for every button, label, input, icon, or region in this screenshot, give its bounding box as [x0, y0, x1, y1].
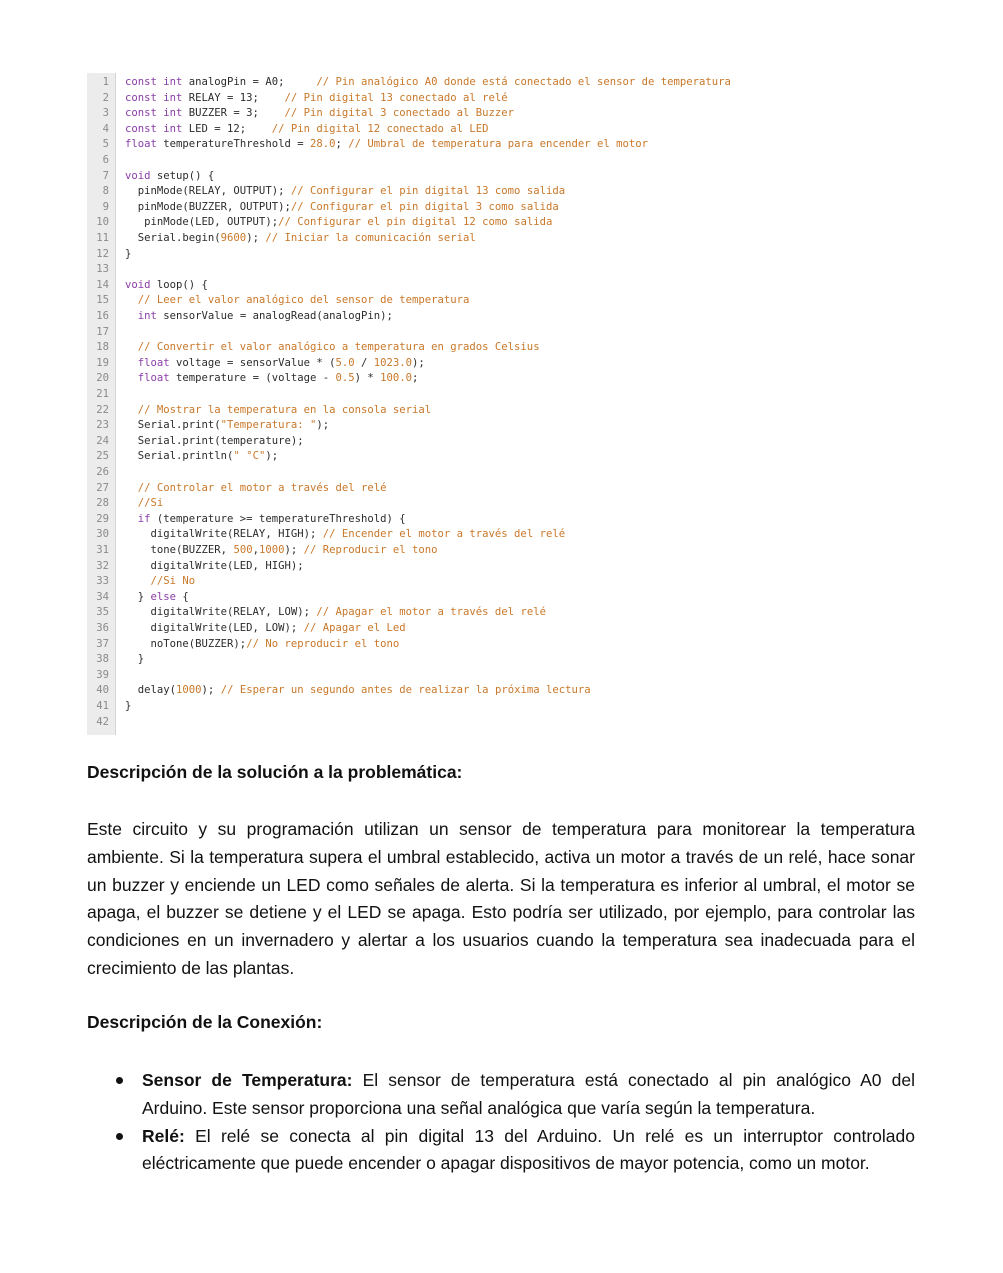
line-number: 40 [96, 684, 109, 697]
line-number: 1 [102, 76, 109, 88]
code-line [87, 169, 927, 185]
code-token: } [125, 700, 132, 712]
code-token: ); [265, 450, 279, 463]
code-token: // Reproducir el tono [303, 544, 438, 556]
line-number: 33 [96, 575, 109, 588]
code-line [87, 637, 927, 653]
line-number: 35 [96, 606, 109, 619]
code-text [125, 91, 508, 107]
code-token: delay( [125, 684, 177, 697]
code-token: "Temperatura: " [220, 419, 317, 432]
line-number: 34 [96, 590, 109, 603]
code-token: voltage = sensorValue * ( [176, 356, 336, 369]
line-number: 16 [96, 310, 109, 322]
line-number: 22 [96, 403, 109, 416]
code-text [125, 590, 189, 606]
code-token: 9600 [220, 232, 247, 244]
code-text [125, 137, 648, 153]
line-number: 20 [96, 372, 109, 385]
line-number: 7 [102, 169, 109, 182]
code-text [125, 231, 476, 247]
solution-paragraph: Este circuito y su programación utilizan un sensor de temperatura para monitorear la temperatura ambiente. Si la temperatura supera el umbral establecido, activa un motor a través de un relé, hace sonar un buzzer y enciende un LED como señales de alerta. Si la temperatura es inferior al umbral, el motor se apaga, el buzzer se detiene y el LED se apaga. Esto podría ser utilizado, por ejemplo, para controlar las condiciones en un invernadero y alertar a los usuarios cuando la temperatura sea inadecuada para el crecimiento de las plantas. [87, 819, 915, 978]
code-token: 1000 [176, 684, 202, 697]
line-number: 30 [96, 528, 109, 541]
line-number: 41 [96, 700, 109, 712]
code-text [125, 527, 565, 543]
code-text [125, 169, 214, 185]
line-number: 28 [96, 497, 109, 510]
line-number: 21 [96, 388, 109, 400]
code-line [87, 75, 927, 91]
code-token: (temperature >= temperatureThreshold) { [156, 512, 406, 525]
code-token: pinMode(RELAY, OUTPUT); [125, 185, 291, 198]
code-token: } [125, 590, 151, 603]
code-token: // Leer el valor analógico del sensor de temperatura [125, 294, 470, 307]
code-text [125, 621, 406, 637]
code-line [87, 590, 927, 606]
code-line [87, 325, 927, 341]
code-token: else [150, 590, 183, 603]
code-line [87, 605, 927, 621]
code-token: noTone(BUZZER); [125, 637, 247, 650]
code-token: temperatureThreshold = [163, 138, 310, 151]
code-text [125, 371, 418, 387]
code-token: if [125, 512, 157, 525]
line-number: 13 [96, 263, 109, 276]
code-token: int [125, 310, 164, 322]
code-line [87, 496, 927, 512]
code-text [125, 605, 546, 621]
code-token: 1000 [258, 544, 285, 556]
code-line [87, 481, 927, 497]
line-number: 14 [96, 278, 109, 291]
code-token: ); [412, 356, 425, 369]
line-number: 4 [102, 122, 109, 135]
code-text [125, 512, 406, 528]
code-line [87, 293, 927, 309]
code-line [87, 137, 927, 153]
code-token: ); [316, 419, 330, 432]
item-term: Relé: [142, 1125, 185, 1146]
code-token: //Si No [125, 575, 196, 588]
code-token: const int [125, 76, 189, 88]
code-token: // Apagar el motor a través del relé [316, 606, 546, 619]
code-token: LED = 12; [188, 122, 272, 135]
code-token: RELAY = 13; [188, 91, 285, 104]
code-token: ; [335, 138, 349, 151]
code-line [87, 418, 927, 434]
code-token: Serial.println( [125, 450, 234, 463]
code-token: setup() { [156, 169, 215, 182]
code-token: // Configurar el pin digital 12 como salida [278, 216, 553, 229]
code-text [125, 481, 387, 497]
code-text [125, 699, 131, 715]
code-token: // Pin digital 12 conectado al LED [271, 122, 489, 135]
line-number: 29 [96, 512, 109, 525]
code-token: // Mostrar la temperatura en la consola serial [125, 403, 432, 416]
code-line [87, 215, 927, 231]
code-token: const int [125, 122, 189, 135]
code-token: } [125, 247, 132, 260]
code-token: void [125, 278, 157, 291]
line-number: 18 [96, 341, 109, 354]
line-number: 39 [96, 668, 109, 681]
code-line [87, 574, 927, 590]
code-token: ; [412, 372, 419, 385]
line-number: 42 [96, 715, 109, 728]
code-token: // Configurar el pin digital 3 como salida [290, 200, 559, 213]
code-text [125, 278, 208, 294]
code-text [125, 340, 540, 356]
code-line [87, 106, 927, 122]
code-token: loop() { [156, 278, 208, 291]
code-text [125, 215, 552, 231]
code-token: { [182, 590, 189, 603]
line-number: 12 [96, 247, 109, 260]
code-token: //Si [125, 497, 164, 510]
solution-heading: Descripción de la solución a la problemática: [87, 762, 463, 782]
code-line [87, 403, 927, 419]
code-line [87, 559, 927, 575]
code-token: ); [246, 232, 266, 244]
code-token: } [125, 653, 145, 666]
code-token: Serial.print( [125, 419, 221, 432]
code-token: , [252, 544, 259, 556]
code-line [87, 356, 927, 372]
code-text [125, 200, 559, 216]
line-number: 31 [96, 544, 109, 556]
code-line [87, 652, 927, 668]
list-item [87, 1067, 915, 1123]
code-text [125, 75, 731, 91]
code-token: // No reproducir el tono [246, 637, 400, 650]
line-number: 2 [102, 91, 109, 104]
item-text: El relé se conecta al pin digital 13 del Arduino. Un relé es un interruptor controlado eléctricamente que puede encender o apagar dispositivos de mayor potencia, como un motor. [142, 1125, 915, 1174]
code-text [125, 652, 144, 668]
code-text [125, 574, 195, 590]
code-token: 28.0 [309, 138, 336, 151]
code-line [87, 91, 927, 107]
code-token: digitalWrite(RELAY, HIGH); [125, 528, 323, 541]
code-line [87, 200, 927, 216]
line-number: 10 [96, 216, 109, 229]
code-line [87, 340, 927, 356]
code-line [87, 231, 927, 247]
code-token: digitalWrite(LED, LOW); [125, 622, 304, 634]
code-token: // Controlar el motor a través del relé [125, 481, 387, 494]
line-number: 23 [96, 419, 109, 432]
code-token: BUZZER = 3; [188, 107, 285, 120]
code-token: temperature = (voltage - [176, 372, 336, 385]
code-text [125, 293, 469, 309]
code-line [87, 387, 927, 403]
line-number: 8 [102, 185, 109, 198]
code-token: // Pin digital 3 conectado al Buzzer [284, 107, 515, 120]
code-token: 500 [233, 544, 253, 556]
code-text [125, 356, 425, 372]
line-number: 27 [96, 481, 109, 494]
item-text: El sensor de temperatura está conectado al pin analógico A0 del Arduino. Este sensor proporciona una señal analógica que varía según la temperatura. [142, 1070, 915, 1118]
code-token: // Esperar un segundo antes de realizar la próxima lectura [220, 684, 591, 697]
code-text [125, 418, 329, 434]
code-text [125, 403, 431, 419]
code-text [125, 449, 278, 465]
code-line [87, 247, 927, 263]
code-text [125, 122, 489, 138]
line-number: 5 [102, 138, 109, 151]
code-text [125, 683, 591, 699]
code-text [125, 184, 565, 200]
code-token: ) * [354, 372, 381, 385]
line-number: 11 [96, 232, 109, 244]
code-token: // Iniciar la comunicación serial [265, 232, 476, 244]
code-line [87, 122, 927, 138]
code-text [125, 496, 163, 512]
code-token: // Pin analógico A0 donde está conectado el sensor de temperatura [316, 76, 731, 88]
line-number: 25 [96, 450, 109, 463]
code-line [87, 434, 927, 450]
code-token: // Configurar el pin digital 13 como salida [290, 185, 566, 198]
code-text [125, 559, 304, 575]
code-listing [87, 73, 927, 735]
line-number: 9 [102, 200, 109, 213]
code-token: float [125, 138, 164, 151]
code-token: Serial.print(temperature); [125, 434, 304, 447]
line-number: 24 [96, 434, 109, 447]
code-line [87, 184, 927, 200]
code-line [87, 449, 927, 465]
connection-heading: Descripción de la Conexión: [87, 1012, 323, 1032]
code-token: // Apagar el Led [303, 622, 406, 634]
code-line [87, 371, 927, 387]
code-token: / [354, 356, 374, 369]
code-token: // Pin digital 13 conectado al relé [284, 91, 508, 104]
connection-list [87, 1067, 915, 1178]
code-text [125, 106, 514, 122]
code-line [87, 465, 927, 481]
code-token: // Convertir el valor analógico a temperatura en grados Celsius [125, 341, 540, 354]
code-line [87, 309, 927, 325]
code-text [125, 309, 393, 325]
code-text [125, 543, 438, 559]
code-token: 5.0 [335, 356, 355, 369]
code-line [87, 699, 927, 715]
line-number: 17 [96, 325, 109, 338]
bullet-icon [116, 1077, 123, 1084]
code-token: sensorValue = analogRead(analogPin); [163, 310, 393, 322]
code-token: tone(BUZZER, [125, 544, 234, 556]
code-token: 100.0 [380, 372, 413, 385]
code-line [87, 715, 927, 731]
line-number: 15 [96, 294, 109, 307]
code-token: // Umbral de temperatura para encender el motor [348, 138, 649, 151]
line-number: 38 [96, 653, 109, 666]
code-line [87, 527, 927, 543]
code-token: digitalWrite(RELAY, LOW); [125, 606, 317, 619]
line-number: 26 [96, 466, 109, 478]
bullet-icon [116, 1133, 123, 1140]
code-token: 1023.0 [373, 356, 413, 369]
line-number: 19 [96, 356, 109, 369]
code-line [87, 621, 927, 637]
code-token: const int [125, 91, 189, 104]
code-token: ); [201, 684, 221, 697]
code-token: digitalWrite(LED, HIGH); [125, 559, 304, 572]
code-token: const int [125, 107, 189, 120]
code-line [87, 543, 927, 559]
code-line [87, 512, 927, 528]
code-token: analogPin = A0; [188, 76, 317, 88]
code-line [87, 683, 927, 699]
code-line [87, 153, 927, 169]
code-token: 0.5 [335, 372, 355, 385]
code-text [125, 247, 131, 263]
code-line [87, 278, 927, 294]
line-number: 32 [96, 559, 109, 572]
code-token: // Encender el motor a través del relé [322, 528, 566, 541]
code-token: pinMode(BUZZER, OUTPUT); [125, 200, 291, 213]
code-line [87, 262, 927, 278]
code-token: Serial.begin( [125, 232, 221, 244]
code-token: float [125, 356, 177, 369]
code-token: void [125, 169, 157, 182]
line-number: 37 [96, 637, 109, 650]
item-term: Sensor de Temperatura: [142, 1070, 353, 1090]
list-item [87, 1123, 915, 1179]
code-token: float [125, 372, 177, 385]
code-text [125, 434, 304, 450]
line-number: 6 [102, 154, 109, 166]
code-token: " °C" [233, 450, 266, 463]
line-number: 36 [96, 622, 109, 634]
line-number: 3 [102, 107, 109, 120]
code-text [125, 637, 399, 653]
code-token: pinMode(LED, OUTPUT); [125, 216, 279, 229]
code-line [87, 668, 927, 684]
code-token: ); [284, 544, 304, 556]
